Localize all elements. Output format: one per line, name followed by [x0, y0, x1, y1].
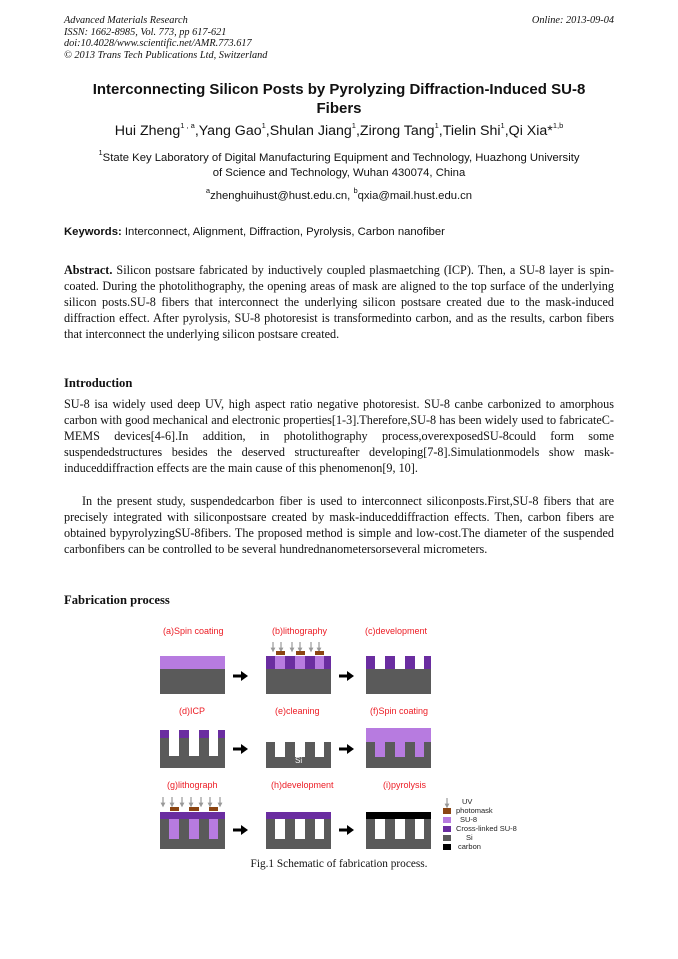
intro-paragraph-1: SU-8 isa widely used deep UV, high aspect ratio negative photoresist. SU-8 canbe carbonized to amorphous carbon with good mechanical and electronic properties[1-3].Therefore,SU-8 has been widely used to fabricateC-MEMS devices[4-6].In addition, in photolithography process,overexposedSU-8could form some suspendedstructures besides the deserved structureafter developing[7-8].Simulationmodels show mask-induceddiffraction effects are the main cause of this phenomenon[9, 10]. [64, 397, 614, 475]
legend-su8: SU-8 [460, 815, 478, 824]
arrow-icon [233, 825, 248, 835]
author-name: Qi Xia* [508, 123, 553, 139]
author-list [64, 122, 614, 140]
affiliation-sup: 1 [98, 148, 103, 158]
journal-issn: ISSN: 1662-8985, Vol. 773, pp 617-621 [64, 26, 227, 38]
author-name: Shulan Jiang [269, 123, 352, 139]
author-sup: 1 [261, 121, 266, 131]
panel-label-c: (c)development [365, 626, 428, 636]
arrow-icon [233, 671, 248, 681]
legend-uv: UV [462, 797, 473, 806]
intro-paragraph-2: In the present study, suspendedcarbon fiber is used to interconnect siliconposts.First,SU-8 fibers that are precisely integrated with siliconpostsare created by mask-induceddiffraction effects. Then, carbon fibers are obtained bypyrolyzingSU-8fibers. The proposed method is simple and low-cost.The diameter of the suspended carbonfibers can be controlled to be several hundrednanometersorseveral micrometers. [64, 494, 614, 556]
abstract-text: Silicon postsare fabricated by inductively coupled plasmaetching (ICP). Then, a SU-8 layer is spin-coated. During the photolithography, the opening areas of mask are aligned to the top surface of the underlying silicon posts.SU-8 fibers that interconnect the underlying silicon postsare created due to the mask-induced diffraction effect. After pyrolysis, SU-8 photoresist is transformedinto carbon, and as the results, carbon fibers that interconnect the underlying silicon postsare created. [64, 263, 614, 341]
email-line [64, 186, 614, 204]
arrow-icon [339, 671, 354, 681]
abstract [64, 262, 614, 342]
keywords-label: Keywords: [64, 226, 122, 238]
panel-label-g: (g)lithograph [167, 780, 218, 790]
panel-label-b: (b)lithography [272, 626, 328, 636]
panel-a-spin-coating [160, 656, 225, 694]
legend-si: Si [466, 833, 473, 842]
section-heading-fabrication: Fabrication process [64, 593, 170, 607]
section-heading-introduction: Introduction [64, 376, 133, 390]
si-label: Si [295, 756, 303, 765]
email-a: zhenghuihust@hust.edu.cn, [210, 190, 351, 202]
panel-g-lithograph [160, 797, 225, 849]
email-sup: a [205, 186, 211, 196]
title-line-2: Fibers [316, 100, 362, 117]
author-sep: , [194, 123, 199, 139]
panel-label-e: (e)cleaning [275, 706, 320, 716]
arrow-icon [339, 825, 354, 835]
arrow-icon [339, 744, 354, 754]
email-b: qxia@mail.hust.edu.cn [357, 190, 473, 202]
author-name: Hui Zheng [114, 123, 181, 139]
keywords [64, 225, 614, 240]
panel-f-spin-coating [366, 728, 431, 768]
panel-b-lithography [266, 642, 331, 694]
journal-name: Advanced Materials Research [64, 15, 188, 26]
affiliation-line-1: State Key Laboratory of Digital Manufacturing Equipment and Technology, Huazhong University [102, 152, 580, 164]
author-sup: 1 [500, 121, 505, 131]
figure-caption: Fig.1 Schematic of fabrication process. [250, 858, 428, 870]
panel-label-i: (i)pyrolysis [383, 780, 427, 790]
email-sup: b [353, 186, 358, 196]
journal-copyright: © 2013 Trans Tech Publications Ltd, Switzerland [64, 49, 268, 61]
arrow-icon [233, 744, 248, 754]
title-line-1: Interconnecting Silicon Posts by Pyrolyzing Diffraction-Induced SU-8 [92, 81, 586, 98]
fabrication-figure [155, 622, 525, 854]
legend [443, 798, 451, 850]
author-sep: , [504, 123, 509, 139]
panel-label-h: (h)development [271, 780, 334, 790]
panel-label-a: (a)Spin coating [163, 626, 224, 636]
author-sep: , [265, 123, 270, 139]
author-sup: 1 , a [180, 121, 195, 131]
author-name: Zirong Tang [359, 123, 435, 139]
affiliation [64, 148, 614, 181]
author-sup: 1,b [552, 121, 564, 131]
panel-i-pyrolysis [366, 812, 431, 849]
author-sup: 1 [434, 121, 439, 131]
panel-label-f: (f)Spin coating [370, 706, 429, 716]
author-name: Yang Gao [198, 123, 262, 139]
legend-carbon: carbon [458, 842, 481, 851]
journal-header [64, 15, 267, 61]
panel-h-development [266, 812, 331, 849]
author-name: Tielin Shi [442, 123, 501, 139]
abstract-label: Abstract. [64, 263, 113, 277]
legend-photomask: photomask [456, 806, 493, 815]
affiliation-line-2: of Science and Technology, Wuhan 430074, China [212, 167, 466, 179]
author-sep: , [438, 123, 443, 139]
legend-crosslinked: Cross-linked SU-8 [456, 824, 517, 833]
author-sup: 1 [351, 121, 356, 131]
panel-d-icp [160, 730, 225, 768]
panel-label-d: (d)ICP [179, 706, 206, 716]
author-sep: , [355, 123, 360, 139]
paper-title [64, 80, 614, 118]
panel-c-development [366, 656, 431, 694]
journal-doi: doi:10.4028/www.scientific.net/AMR.773.617 [64, 38, 252, 50]
online-date: Online: 2013-09-04 [531, 15, 614, 26]
keywords-text: Interconnect, Alignment, Diffraction, Pyrolysis, Carbon nanofiber [121, 226, 445, 238]
